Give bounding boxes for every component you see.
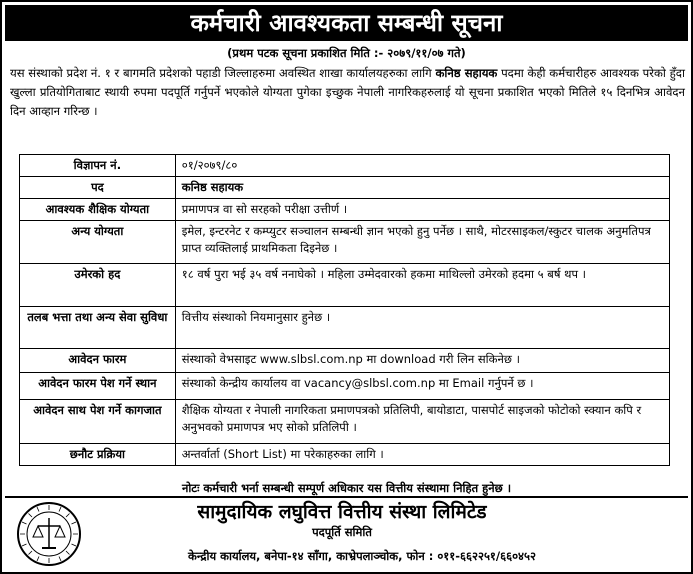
publication-date: (प्रथम पटक सूचना प्रकाशित मिति :- २०७९/११/०७ गते) bbox=[227, 46, 466, 60]
intro-post-name: कनिष्ठ सहायक bbox=[435, 66, 498, 80]
intro-text-2: पदमा केही कर्मचारीहरु आवश्यक परेको हुँदा खुल्ला प्रतियोगिताबाट स्थायी रुपमा पदपूर्ति गर्नुपर्ने भएकोले योग्यता पुगेका इच्छुक नेपाली नागरिकहरुलाई यो सूचना प्रकाशित भएको मितिले १५ दिनभित्र आवेदन दिन आव्हान गरिन्छ । bbox=[10, 66, 685, 118]
table-row bbox=[20, 307, 670, 349]
intro-text-1: यस संस्थाको प्रदेश नं. १ र बागमति प्रदेशको पहाडी जिल्लाहरुमा अवस्थित शाखा कार्यालयहरुका लागि bbox=[10, 66, 436, 80]
age-limit-label: उमेरको हद bbox=[20, 264, 176, 307]
vacancy-number-label: विज्ञापन नं. bbox=[20, 155, 176, 177]
application-form-value: संस्थाको वेभसाइट www.slbsl.com.np मा download गरी लिन सकिनेछ । bbox=[175, 349, 669, 373]
table-row bbox=[20, 444, 670, 466]
note-text: नोटः कर्मचारी भर्ना सम्बन्धी सम्पूर्ण अधिकार यस वित्तीय संस्थामा निहित हुनेछ । bbox=[181, 481, 512, 495]
documents-label: आवेदन साथ पेश गर्ने कागजात bbox=[20, 400, 176, 444]
table-row bbox=[20, 177, 670, 199]
table-row bbox=[20, 264, 670, 307]
committee-name: पदपूर्ति समिति bbox=[312, 525, 372, 539]
vacancy-number-value: ०१/२०७९/८० bbox=[175, 155, 669, 177]
table-row bbox=[20, 349, 670, 373]
organization-name: सामुदायिक लघुवित्त वित्तीय संस्था लिमिटेड bbox=[197, 501, 487, 523]
table-row bbox=[20, 373, 670, 400]
submission-place-value: संस्थाको केन्द्रीय कार्यालय वा vacancy@slbsl.com.np मा Email गर्नुपर्ने छ । bbox=[175, 373, 669, 400]
age-limit-value: १८ वर्ष पुरा भई ३५ वर्ष ननाघेको । महिला उम्मेदवारको हकमा माथिल्लो उमेरको हदमा ५ बर्ष थप । bbox=[175, 264, 669, 307]
education-label: आवश्यक शैक्षिक योग्यता bbox=[20, 199, 176, 221]
table-row bbox=[20, 400, 670, 444]
table-row bbox=[20, 199, 670, 221]
table-row bbox=[20, 221, 670, 264]
details-table bbox=[19, 154, 670, 466]
intro-paragraph bbox=[10, 64, 685, 121]
selection-process-value: अन्तर्वार्ता (Short List) मा परेकाहरुका लागि । bbox=[175, 444, 669, 466]
selection-process-label: छनौट प्रक्रिया bbox=[20, 444, 176, 466]
post-value: कनिष्ठ सहायक bbox=[175, 177, 669, 199]
post-label: पद bbox=[20, 177, 176, 199]
other-qualification-label: अन्य योग्यता bbox=[20, 221, 176, 264]
documents-value: शैक्षिक योग्यता र नेपाली नागरिकता प्रमाणपत्रको प्रतिलिपी, बायोडाटा, पासपोर्ट साइजको फोटोको स्क्यान कपि र अनुभवको प्रमाणपत्र भए सोको प्रतिलिपी । bbox=[175, 400, 669, 444]
organization-seal-logo bbox=[16, 501, 82, 567]
office-address: केन्द्रीय कार्यालय, बनेपा-१४ साँगा, काभ्रेपलाञ्चोक, फोन : ०११-६६२२५१/६६०४५२ bbox=[187, 549, 536, 563]
salary-label: तलब भत्ता तथा अन्य सेवा सुविधा bbox=[20, 307, 176, 349]
table-row bbox=[20, 155, 670, 177]
submission-place-label: आवेदन फारम पेश गर्ने स्थान bbox=[20, 373, 176, 400]
footer-divider bbox=[5, 496, 688, 498]
notice-title: कर्मचारी आवश्यकता सम्बन्धी सूचना bbox=[5, 5, 688, 41]
other-qualification-value: इमेल, इन्टरनेट र कम्प्युटर सञ्चालन सम्बन्धी ज्ञान भएको हुनु पर्नेछ । साथै, मोटरसाइकल/स्कुटर चालक अनुमतिपत्र प्राप्त व्यक्तिलाई प्राथमिकता दिइनेछ । bbox=[175, 221, 669, 264]
education-value: प्रमाणपत्र वा सो सरहको परीक्षा उत्तीर्ण । bbox=[175, 199, 669, 221]
application-form-label: आवेदन फारम bbox=[20, 349, 176, 373]
salary-value: वित्तीय संस्थाको नियमानुसार हुनेछ । bbox=[175, 307, 669, 349]
